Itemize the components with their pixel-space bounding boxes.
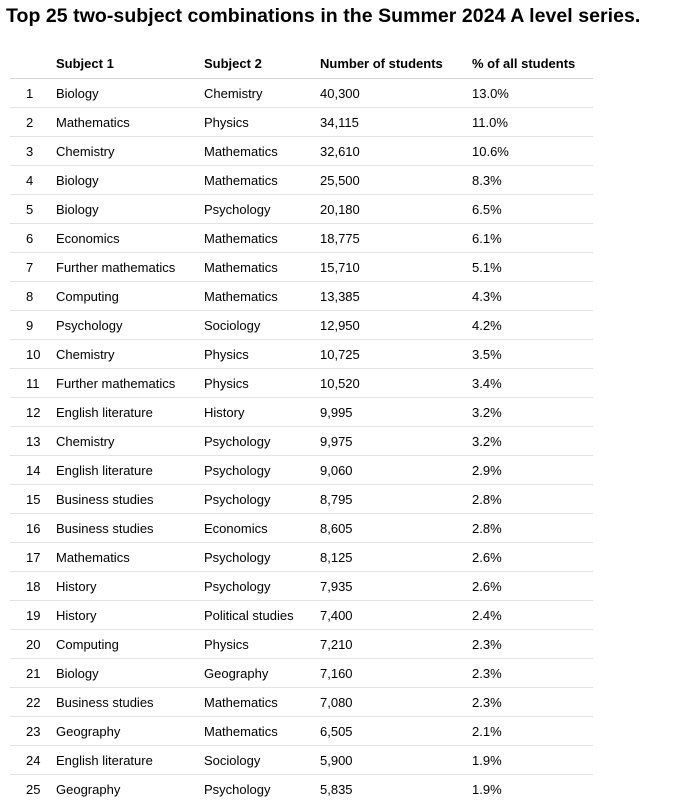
- subject-1-cell: English literature: [56, 746, 204, 775]
- number-of-students-cell: 10,520: [320, 369, 472, 398]
- percent-of-students-cell: 2.3%: [472, 630, 593, 659]
- header-percent-of-students: % of all students: [472, 48, 593, 79]
- subject-2-cell: Mathematics: [204, 224, 320, 253]
- subject-1-cell: Geography: [56, 781, 121, 797]
- number-of-students-cell: 9,060: [320, 456, 472, 485]
- number-of-students-cell: 9,975: [320, 427, 472, 456]
- number-of-students-cell: 7,400: [320, 601, 472, 630]
- table-row: [10, 746, 593, 775]
- table-row: [10, 775, 593, 800]
- table-row: [10, 427, 593, 456]
- subject-1-cell: Biology: [56, 79, 204, 108]
- percent-of-students-cell: 3.2%: [472, 427, 593, 456]
- percent-of-students-cell: 10.6%: [472, 137, 593, 166]
- header-subject-1: Subject 1: [56, 48, 204, 79]
- number-of-students-cell: 13,385: [320, 282, 472, 311]
- subject-2-cell: Physics: [204, 630, 320, 659]
- number-of-students-cell: 15,710: [320, 253, 472, 282]
- subject-1-cell: Psychology: [56, 311, 204, 340]
- percent-of-students-cell: 1.9%: [472, 746, 593, 775]
- table-row: [10, 311, 593, 340]
- table-row: [10, 224, 593, 253]
- table-row: [10, 630, 593, 659]
- subject-1-cell: Further mathematics: [56, 253, 204, 282]
- table-row: [10, 195, 593, 224]
- subject-2-cell: Economics: [204, 514, 320, 543]
- percent-of-students-cell: 3.4%: [472, 369, 593, 398]
- percent-of-students-cell: 2.1%: [472, 717, 593, 746]
- subject-2-cell: Mathematics: [204, 166, 320, 195]
- subject-1-cell: Business studies: [56, 485, 204, 514]
- number-of-students-cell: 25,500: [320, 166, 472, 195]
- table-row: [10, 166, 593, 195]
- subject-2-cell: Psychology: [204, 781, 271, 797]
- number-of-students-cell: 7,080: [320, 688, 472, 717]
- header-subject-2: Subject 2: [204, 48, 320, 79]
- percent-of-students-cell: 6.5%: [472, 195, 593, 224]
- subject-2-cell: Psychology: [204, 543, 320, 572]
- header-number-of-students: Number of students: [320, 48, 472, 79]
- subject-2-cell: Psychology: [204, 485, 320, 514]
- percent-of-students-cell: 2.6%: [472, 543, 593, 572]
- rank-cell: 14: [10, 456, 56, 485]
- rank-cell: 3: [10, 137, 56, 166]
- subject-1-cell: English literature: [56, 456, 204, 485]
- subject-1-cell: Biology: [56, 195, 204, 224]
- subject-2-cell: Physics: [204, 340, 320, 369]
- table-row: [10, 543, 593, 572]
- number-of-students-cell: 18,775: [320, 224, 472, 253]
- number-of-students-cell: 12,950: [320, 311, 472, 340]
- subject-2-cell: History: [204, 398, 320, 427]
- subject-1-cell: Business studies: [56, 688, 204, 717]
- subject-1-cell: Economics: [56, 224, 204, 253]
- subject-1-cell: Chemistry: [56, 137, 204, 166]
- number-of-students-cell: 5,835: [320, 781, 353, 797]
- subject-2-cell: Psychology: [204, 195, 320, 224]
- number-of-students-cell: 20,180: [320, 195, 472, 224]
- rank-cell: 17: [10, 543, 56, 572]
- subject-2-cell: Sociology: [204, 746, 320, 775]
- number-of-students-cell: 40,300: [320, 79, 472, 108]
- rank-cell: 19: [10, 601, 56, 630]
- subject-2-cell: Mathematics: [204, 717, 320, 746]
- percent-of-students-cell: 8.3%: [472, 166, 593, 195]
- page-title: Top 25 two-subject combinations in the Summer 2024 A level series.: [6, 5, 641, 27]
- percent-of-students-cell: 2.4%: [472, 601, 593, 630]
- rank-cell: 16: [10, 514, 56, 543]
- number-of-students-cell: 7,935: [320, 572, 472, 601]
- subject-1-cell: Chemistry: [56, 340, 204, 369]
- percent-of-students-cell: 2.3%: [472, 659, 593, 688]
- table-body: [10, 79, 593, 800]
- subject-2-cell: Physics: [204, 108, 320, 137]
- combinations-table: [10, 48, 593, 800]
- percent-of-students-cell: 13.0%: [472, 79, 593, 108]
- percent-of-students-cell: 4.3%: [472, 282, 593, 311]
- number-of-students-cell: 7,160: [320, 659, 472, 688]
- percent-of-students-cell: 2.3%: [472, 688, 593, 717]
- subject-1-cell: Further mathematics: [56, 369, 204, 398]
- subject-1-cell: Computing: [56, 282, 204, 311]
- subject-2-cell: Political studies: [204, 601, 320, 630]
- table-header: [10, 48, 593, 79]
- rank-cell: 11: [10, 369, 56, 398]
- number-of-students-cell: 8,125: [320, 543, 472, 572]
- rank-cell: 1: [10, 79, 56, 108]
- subject-2-cell: Psychology: [204, 427, 320, 456]
- percent-of-students-cell: 3.2%: [472, 398, 593, 427]
- rank-cell: 18: [10, 572, 56, 601]
- subject-1-cell: Biology: [56, 659, 204, 688]
- number-of-students-cell: 8,795: [320, 485, 472, 514]
- table-row: [10, 659, 593, 688]
- percent-of-students-cell: 2.9%: [472, 456, 593, 485]
- subject-1-cell: Chemistry: [56, 427, 204, 456]
- rank-cell: 9: [10, 311, 56, 340]
- number-of-students-cell: 5,900: [320, 746, 472, 775]
- rank-cell: 12: [10, 398, 56, 427]
- subject-1-cell: English literature: [56, 398, 204, 427]
- table-row: [10, 688, 593, 717]
- subject-2-cell: Sociology: [204, 311, 320, 340]
- table-row: [10, 79, 593, 108]
- number-of-students-cell: 32,610: [320, 137, 472, 166]
- subject-1-cell: Mathematics: [56, 108, 204, 137]
- table-row: [10, 514, 593, 543]
- table-row: [10, 108, 593, 137]
- table-row: [10, 717, 593, 746]
- percent-of-students-cell: 2.6%: [472, 572, 593, 601]
- number-of-students-cell: 8,605: [320, 514, 472, 543]
- rank-cell: 23: [10, 717, 56, 746]
- rank-cell: 8: [10, 282, 56, 311]
- table-row: [10, 398, 593, 427]
- table-row: [10, 282, 593, 311]
- table-row: [10, 601, 593, 630]
- subject-2-cell: Psychology: [204, 572, 320, 601]
- subject-1-cell: History: [56, 601, 204, 630]
- table-row: [10, 253, 593, 282]
- number-of-students-cell: 34,115: [320, 108, 472, 137]
- rank-cell: 4: [10, 166, 56, 195]
- percent-of-students-cell: 11.0%: [472, 108, 593, 137]
- rank-cell: 15: [10, 485, 56, 514]
- number-of-students-cell: 7,210: [320, 630, 472, 659]
- rank-cell: 7: [10, 253, 56, 282]
- percent-of-students-cell: 6.1%: [472, 224, 593, 253]
- percent-of-students-cell: 3.5%: [472, 340, 593, 369]
- rank-cell: 10: [10, 340, 56, 369]
- subject-2-cell: Mathematics: [204, 282, 320, 311]
- subject-1-cell: Computing: [56, 630, 204, 659]
- number-of-students-cell: 9,995: [320, 398, 472, 427]
- rank-cell: 24: [10, 746, 56, 775]
- table-row: [10, 485, 593, 514]
- number-of-students-cell: 10,725: [320, 340, 472, 369]
- rank-cell: 21: [10, 659, 56, 688]
- rank-cell: 22: [10, 688, 56, 717]
- percent-of-students-cell: 2.8%: [472, 485, 593, 514]
- subject-2-cell: Geography: [204, 659, 320, 688]
- subject-1-cell: Geography: [56, 717, 204, 746]
- rank-cell: 5: [10, 195, 56, 224]
- subject-1-cell: History: [56, 572, 204, 601]
- header-row: [10, 48, 593, 79]
- table-row: [10, 456, 593, 485]
- percent-of-students-cell: 5.1%: [472, 253, 593, 282]
- table-row: [10, 137, 593, 166]
- subject-1-cell: Biology: [56, 166, 204, 195]
- subject-2-cell: Mathematics: [204, 137, 320, 166]
- table-row: [10, 340, 593, 369]
- subject-2-cell: Physics: [204, 369, 320, 398]
- table-row: [10, 369, 593, 398]
- table-row: [10, 572, 593, 601]
- rank-cell: 25: [26, 781, 41, 797]
- rank-cell: 6: [10, 224, 56, 253]
- number-of-students-cell: 6,505: [320, 717, 472, 746]
- percent-of-students-cell: 4.2%: [472, 311, 593, 340]
- rank-cell: 13: [10, 427, 56, 456]
- rank-cell: 2: [10, 108, 56, 137]
- subject-2-cell: Mathematics: [204, 688, 320, 717]
- percent-of-students-cell: 2.8%: [472, 514, 593, 543]
- rank-cell: 20: [10, 630, 56, 659]
- header-rank: [10, 48, 56, 79]
- subject-2-cell: Mathematics: [204, 253, 320, 282]
- subject-1-cell: Mathematics: [56, 543, 204, 572]
- percent-of-students-cell: 1.9%: [472, 781, 502, 797]
- subject-2-cell: Psychology: [204, 456, 320, 485]
- subject-1-cell: Business studies: [56, 514, 204, 543]
- subject-2-cell: Chemistry: [204, 79, 320, 108]
